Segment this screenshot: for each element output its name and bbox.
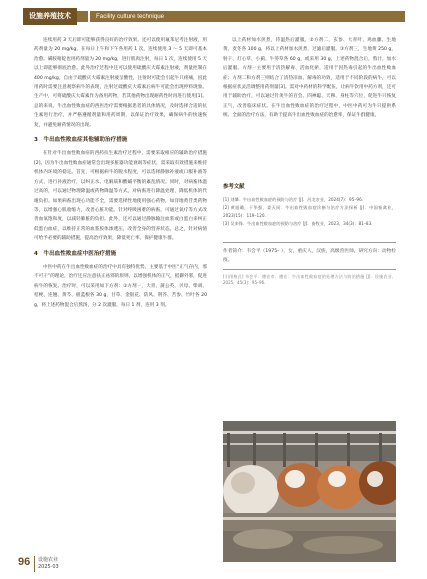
- cattle-photo-illustration: [223, 421, 396, 562]
- reference-item: [2] 黄旭璐，于华强，姜天同．牛出血性败血症诊断与治疗方法探析 [J]．中国畜禽业，2023(15)：119–120.: [223, 205, 396, 218]
- reference-item: [1] 刘肇．牛出血性败血症的预防与治疗 [J]．河北农业，2024(7)：95–96.: [223, 197, 364, 203]
- left-column: [34, 36, 207, 310]
- page-header: [0, 0, 427, 30]
- author-bio: 作者简介：韦会平（1975– ），女，重庆人，汉族，高级兽医师，研究方向：动物检疫。: [223, 242, 396, 270]
- cattle-photo: [223, 421, 396, 562]
- paragraph: 连续用药 3 天后即可能够获得良好的治疗效果。还可以使用氟苯尼考注射液，用药剂量为 20 mg/kg，在每日上午和下午各用药 1 次，连续使用 3 ～ 5 天即可基本治愈。磺胺嘧啶也用药剂量为 20 mg/kg，进行肌肉注射，每日 1 次，连续使用 5 天以上即能够彻底治愈。此外治疗过程中还可以使用硫酸庆大霉素注射液，剂量控制在 400 mg/kg，自由于硫酸庆大霉素注射液呈酸性，注射时可能会引起牛只疼痛，因此用药时需要注意观察病牛的表现，注射过硫酸庆大霉素后病牛可能会出现停料现象。生产中，可将硫酸庆大霉素作为备用药物，若其他药物出现耐药性时再进行使用[1]。总的来说，牛出血性败血症的西医治疗需要根据患者的具体情况，及时选择合适的抗生素进行治疗，并严格遵循剂量和用药周期，以保证治疗效果，确保病牛的快速恢复，并避免耐药情况的出现。: [34, 38, 207, 128]
- reference-item: [3] 吴来锋．牛出血性败血症的预防与治疗 [J]．畜牧业，2023，34(3)：81–83.: [223, 221, 373, 227]
- section-heading-3: 3 牛出血性败血症其他辅助治疗措施: [34, 137, 128, 144]
- header-divider: [88, 9, 90, 24]
- paragraph: 以上药材加水煎煮，待温热后灌服。②方剂二，玄参、大青叶、鸡血藤、生地黄、麦冬各 100 g，将以上药材加水煎煮，过滤后灌服。③方剂三，生地黄 250 g，射干、灯心草、小蓟、牛蒡草各 60 g，或采用 30 g，上述药物混合后，熬汁，加水后灌服。方剂一主要用于清热解毒、活血化瘀，适用于因热毒引起的牛出血性败血症；方剂二和方剂三则结合了清热凉血、解毒的功效，适用于不同阶段的病牛，可以根据症状灵活调整用药剂量[3]。需对中药材的科学配伍，让病牛饮用中药方剂，还可用于辅助治疗，可以通过针灸牛的百会、四神聪、天穆、身柱等穴位，促进牛只恢复正气，改善临床症状。在牛出血性败血症的治疗过程中，中医中药可为牛只提供系统、全面的治疗方法，有助于提高牛出血性败血症的治愈率，保证牛群健康。: [223, 38, 396, 119]
- paragraph: 在针对牛出血性败血症的西药抗生素治疗过程中，需要采取相应的辅助治疗措施[2]。因为牛出血性败血症通常会出现多脏器功能衰竭等症状，需采取有效措施来维持机体内环境的稳定。首先，可根据病牛的脱水程度，可以选择静脉补液或口服补液等方式，进行补液治疗，以纠正水、电解质和酸碱平衡的紊乱情况。同时，对病畜体温过高的，可以通过物理降温或药物降温等方式，对病畜进行降温处理，降低机体的代谢负担。如果病畜出现心功能不全，需要选择性地使用强心药物，如洋地黄苷类药物等，以增强心肌收缩力，改善心脏功能。针对呼吸困难的病畜，可通过氧疗等方式改善血氧饱和度，以减轻肺脏的负担。此外，还可以通过静脉输注血浆或白蛋白来纠正低蛋白血症，以维持正常的血浆胶体渗透压，改善全身的营养状态。总之，针对病情可给予必要的辅助措施，提高治疗效果，降低死亡率，保护健康牛群。: [34, 151, 207, 242]
- right-column: [223, 36, 396, 286]
- references-title: 参考文献: [223, 183, 245, 190]
- header-bar: [23, 11, 405, 22]
- citation-format: [引用格式] 韦会平．德宏市．德宏：牛出血性败血症的处理方法与防治措施 [J]．设施农业，2025，45(3)：95–96.: [223, 273, 396, 285]
- journal-issue: 2025·03: [38, 564, 59, 570]
- page-number: 96: [18, 556, 31, 568]
- journal-name: 设施农业: [38, 557, 59, 563]
- section-english-title: Facility culture technique: [96, 13, 165, 20]
- section-tag: 设施养殖技术: [23, 8, 77, 25]
- journal-info: [38, 557, 59, 571]
- paragraph: 中医中药在牛出血性败血症的治疗中具有独特优势。主要基于中医“正气存内，邪不可干”的理论，治疗还应注意扶正祛邪的原则，以增强机体的正气，抵御外邪，促进病牛的恢复。治疗时，可以采用如下方剂：①方剂一，大青、蒲公英、贝母、柴胡、桔梗、连翘、黄芩、板蓝根各 30 g，甘草、金银花、防风、荆芥、苦参、竹叶各 20 g，将上述药物混合后熬汤，分 2 次灌服，每日 1 剂，连用 3 剂。: [34, 264, 207, 308]
- section-heading-4: 4 牛出血性败血症中医治疗措施: [34, 250, 117, 257]
- footer-divider: [34, 556, 35, 572]
- references-list: [223, 196, 396, 228]
